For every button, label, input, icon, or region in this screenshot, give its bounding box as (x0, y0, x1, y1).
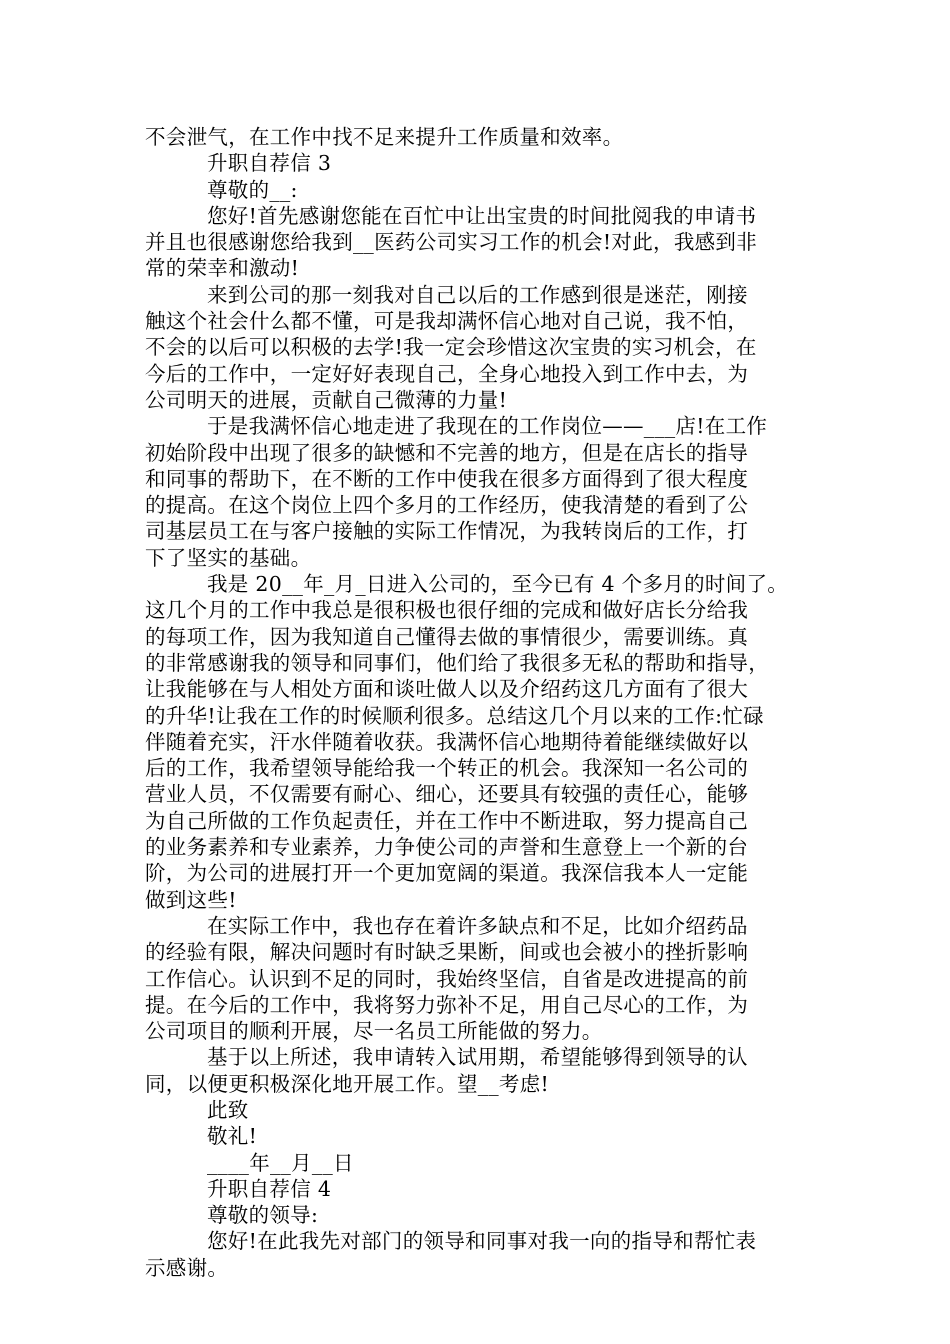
text-line: 敬礼! (207, 1124, 258, 1149)
text-line: 您好!首先感谢您能在百忙中让出宝贵的时间批阅我的申请书 (207, 203, 757, 228)
text-line: 我是 20__年_月_日进入公司的，至今已有 4 个多月的时间了。 (207, 572, 789, 597)
text-line: 提。在今后的工作中，我将努力弥补不足，用自己尽心的工作，为 (145, 992, 749, 1017)
text-line: 阶，为公司的进展打开一个更加宽阔的渠道。我深信我本人一定能 (145, 861, 749, 886)
text-line: 为自己所做的工作负起责任，并在工作中不断进取，努力提高自己 (145, 808, 749, 833)
text-line: 的提高。在这个岗位上四个多月的工作经历，使我清楚的看到了公 (145, 493, 749, 518)
text-line: 同，以便更积极深化地开展工作。望__考虑! (145, 1071, 550, 1096)
text-line: 此致 (207, 1097, 249, 1122)
text-line: 来到公司的那一刻我对自己以后的工作感到很是迷茫，刚接 (207, 282, 748, 307)
document-page (145, 124, 813, 1281)
text-line: 伴随着充实，汗水伴随着收获。我满怀信心地期待着能继续做好以 (145, 729, 749, 754)
text-line: 示感谢。 (145, 1255, 229, 1280)
text-line: 工作信心。认识到不足的同时，我始终坚信，自省是改进提高的前 (145, 966, 749, 991)
text-line: ____年__月__日 (207, 1150, 354, 1175)
text-line: 初始阶段中出现了很多的缺憾和不完善的地方，但是在店长的指导 (145, 440, 749, 465)
text-line: 常的荣幸和激动! (145, 256, 300, 281)
text-line: 基于以上所述，我申请转入试用期，希望能够得到领导的认 (207, 1045, 748, 1070)
text-line: 不会的以后可以积极的去学!我一定会珍惜这次宝贵的实习机会，在 (145, 335, 757, 360)
text-line: 今后的工作中，一定好好表现自己，全身心地投入到工作中去，为 (145, 361, 749, 386)
text-line: 升职自荐信 3 (207, 151, 332, 176)
text-line: 尊敬的__: (207, 177, 298, 202)
text-line: 这几个月的工作中我总是很积极也很仔细的完成和做好店长分给我 (145, 598, 749, 623)
text-line: 并且也很感谢您给我到__医药公司实习工作的机会!对此，我感到非 (145, 230, 758, 255)
text-line: 的业务素养和专业素养，力争使公司的声誉和生意登上一个新的台 (145, 835, 749, 860)
text-line: 尊敬的领导: (207, 1203, 319, 1228)
text-line: 让我能够在与人相处方面和谈吐做人以及介绍药这几方面有了很大 (145, 677, 749, 702)
text-line: 营业人员，不仅需要有耐心、细心，还要具有较强的责任心，能够 (145, 782, 749, 807)
text-line: 触这个社会什么都不懂，可是我却满怀信心地对自己说，我不怕， (145, 309, 749, 334)
text-line: 公司项目的顺利开展，尽一名员工所能做的努力。 (145, 1019, 603, 1044)
text-line: 在实际工作中，我也存在着许多缺点和不足，比如介绍药品 (207, 913, 748, 938)
text-line: 升职自荐信 4 (207, 1176, 332, 1201)
text-line: 您好!在此我先对部门的领导和同事对我一向的指导和帮忙表 (207, 1229, 757, 1254)
text-line: 后的工作，我希望领导能给我一个转正的机会。我深知一名公司的 (145, 756, 749, 781)
text-line: 的升华!让我在工作的时候顺利很多。总结这几个月以来的工作:忙碌 (145, 703, 764, 728)
text-line: 司基层员工在与客户接触的实际工作情况，为我转岗后的工作，打 (145, 519, 749, 544)
text-line: 的经验有限，解决问题时有时缺乏果断，间或也会被小的挫折影响 (145, 940, 749, 965)
text-line: 公司明天的进展，贡献自己微薄的力量! (145, 387, 508, 412)
text-line: 做到这些! (145, 887, 237, 912)
text-line: 下了坚实的基础。 (145, 545, 312, 570)
text-line: 的每项工作，因为我知道自己懂得去做的事情很少，需要训练。真 (145, 624, 749, 649)
text-line: 于是我满怀信心地走进了我现在的工作岗位——___店!在工作 (207, 414, 768, 439)
text-line: 和同事的帮助下，在不断的工作中使我在很多方面得到了很大程度 (145, 466, 749, 491)
text-line: 的非常感谢我的领导和同事们，他们给了我很多无私的帮助和指导， (145, 650, 769, 675)
text-line: 不会泄气，在工作中找不足来提升工作质量和效率。 (145, 125, 624, 149)
